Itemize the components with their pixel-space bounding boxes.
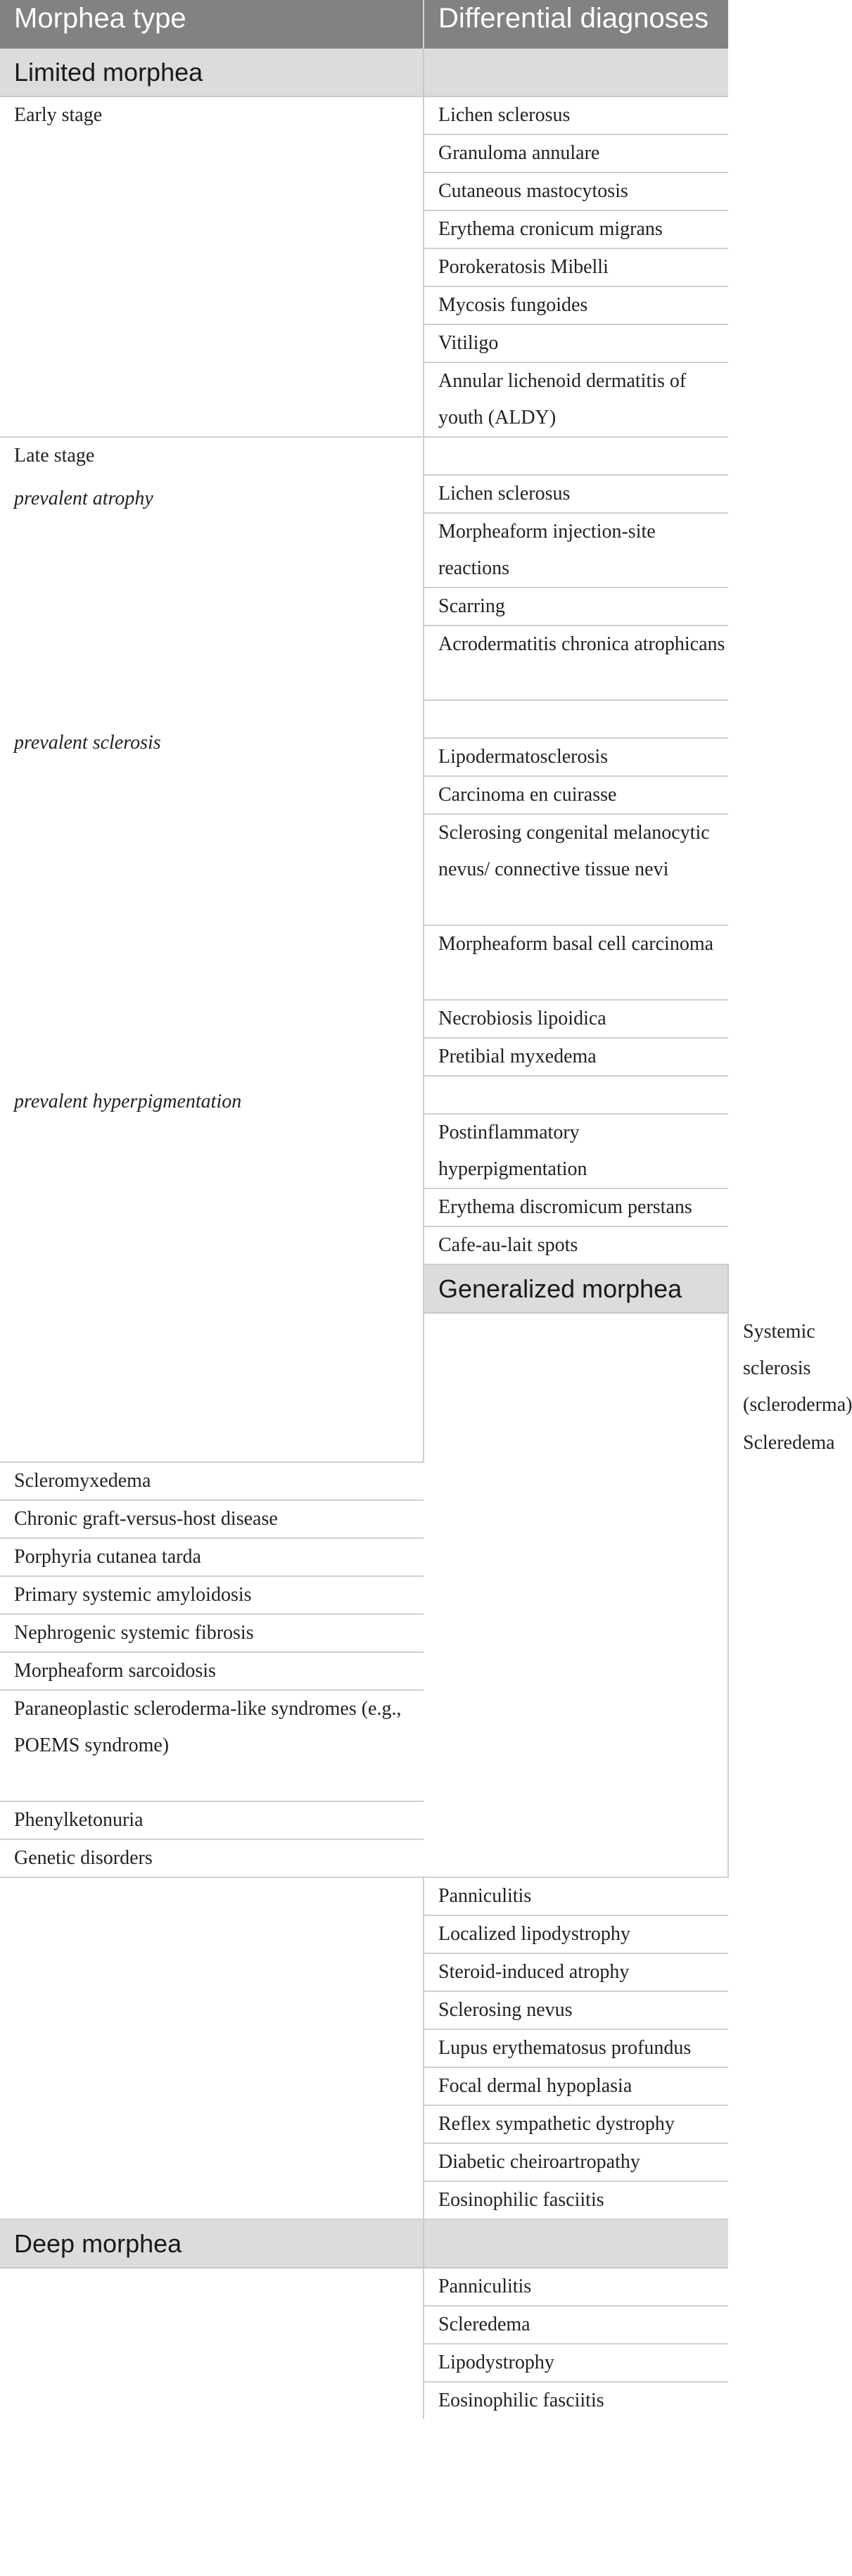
header-morphea-type: Morphea type (0, 0, 424, 49)
diagnosis-cell-empty (424, 700, 728, 738)
diagnosis-cell: Panniculitis (424, 1877, 728, 1915)
table-row: Scleredema (743, 1432, 835, 1454)
table-row: Systemic sclerosis (scleroderma) (0, 1313, 728, 1424)
subgroup-label: prevalent sclerosis (14, 732, 161, 754)
diagnosis-cell: Focal dermal hypoplasia (424, 2067, 728, 2105)
table-row (0, 437, 728, 475)
diagnosis-cell: Pretibial myxedema (424, 1038, 728, 1076)
subgroup-label: prevalent hyperpigmentation (14, 1091, 242, 1112)
diagnosis-cell: Granuloma annulare (424, 134, 728, 172)
diagnosis-cell: Necrobiosis lipoidica (424, 1000, 728, 1038)
group-label: Early stage (14, 104, 103, 126)
diagnosis-cell: Vitiligo (424, 324, 728, 362)
group-label-cell (0, 1877, 424, 2219)
diagnosis-cell: Acrodermatitis chronica atrophicans (424, 626, 728, 700)
table-header-row (0, 0, 728, 49)
subgroup-label: prevalent atrophy (14, 488, 153, 509)
diagnosis-cell: Lipodystrophy (424, 2344, 728, 2382)
diagnosis-cell: Lichen sclerosus (424, 475, 728, 513)
table-row (0, 2268, 728, 2306)
diagnosis-cell: Chronic graft-versus-host disease (0, 1500, 424, 1538)
diagnosis-cell: Localized lipodystrophy (424, 1915, 728, 1953)
diagnosis-cell: Lipodermatosclerosis (424, 738, 728, 776)
table-row (0, 96, 728, 134)
diagnosis-cell: Phenylketonuria (0, 1801, 424, 1839)
diagnosis-cell: Lichen sclerosus (424, 96, 728, 134)
diagnosis-cell: Morpheaform injection-site reactions (424, 513, 728, 588)
diagnosis-cell: Morpheaform sarcoidosis (0, 1652, 424, 1690)
diagnosis-cell: Mycosis fungoides (424, 286, 728, 324)
diagnosis-cell: Paraneoplastic scleroderma-like syndromes (e.g., POEMS syndrome) (0, 1690, 424, 1801)
group-label: Late stage (14, 445, 95, 467)
section-row-deep-morphea (0, 2219, 728, 2268)
diagnosis-cell: Porokeratosis Mibelli (424, 248, 728, 286)
group-label-cell (0, 437, 424, 1462)
diagnosis-cell: Eosinophilic fasciitis (438, 2390, 604, 2411)
header-differential-diagnoses: Differential diagnoses (424, 0, 728, 49)
diagnosis-cell: Morpheaform basal cell carcinoma (424, 925, 728, 1000)
section-empty-cell (424, 2219, 728, 2268)
diagnosis-cell: Cutaneous mastocytosis (424, 172, 728, 210)
diagnosis-cell: Nephrogenic systemic fibrosis (0, 1614, 424, 1652)
diagnosis-cell: Carcinoma en cuirasse (424, 776, 728, 814)
table-row (0, 1877, 728, 1915)
diagnosis-cell: Sclerosing congenital melanocytic nevus/ connective tissue nevi (424, 814, 728, 925)
diagnosis-cell: Reflex sympathetic dystrophy (424, 2105, 728, 2143)
diagnosis-cell: Genetic disorders (0, 1839, 424, 1877)
diagnosis-cell-empty (424, 437, 728, 475)
diagnosis-cell: Scleromyxedema (0, 1462, 424, 1500)
diagnosis-cell: Scleredema (424, 2306, 728, 2344)
diagnosis-cell: Steroid-induced atrophy (424, 1953, 728, 1991)
group-label-cell (424, 1313, 728, 1877)
diagnosis-cell: Panniculitis (424, 2268, 728, 2306)
diagnosis-cell: Sclerosing nevus (424, 1991, 728, 2029)
section-title: Limited morphea (0, 49, 424, 96)
diagnosis-cell: Postinflammatory hyperpigmentation (424, 1114, 728, 1188)
section-row-limited-morphea (0, 49, 728, 96)
diagnosis-cell: Scarring (424, 588, 728, 626)
diagnosis-cell: Porphyria cutanea tarda (0, 1538, 424, 1576)
diagnosis-cell: Eosinophilic fasciitis (424, 2181, 728, 2219)
section-title: Deep morphea (0, 2219, 424, 2268)
diagnosis-cell-empty (424, 1076, 728, 1114)
diagnosis-cell: Cafe-au-lait spots (424, 1226, 728, 1264)
section-empty-cell (424, 49, 728, 96)
diagnosis-cell: Diabetic cheiroartropathy (424, 2143, 728, 2181)
diagnosis-cell: Erythema discromicum perstans (424, 1188, 728, 1226)
diagnosis-cell: Annular lichenoid dermatitis of youth (ALDY) (424, 362, 728, 437)
section-title: Generalized morphea (424, 1264, 728, 1313)
group-label-cell (0, 2268, 424, 2419)
diagnosis-cell: Lupus erythematosus profundus (424, 2029, 728, 2067)
group-label-cell (0, 96, 424, 437)
diagnosis-cell: Primary systemic amyloidosis (0, 1576, 424, 1614)
diagnosis-cell: Erythema cronicum migrans (424, 210, 728, 248)
